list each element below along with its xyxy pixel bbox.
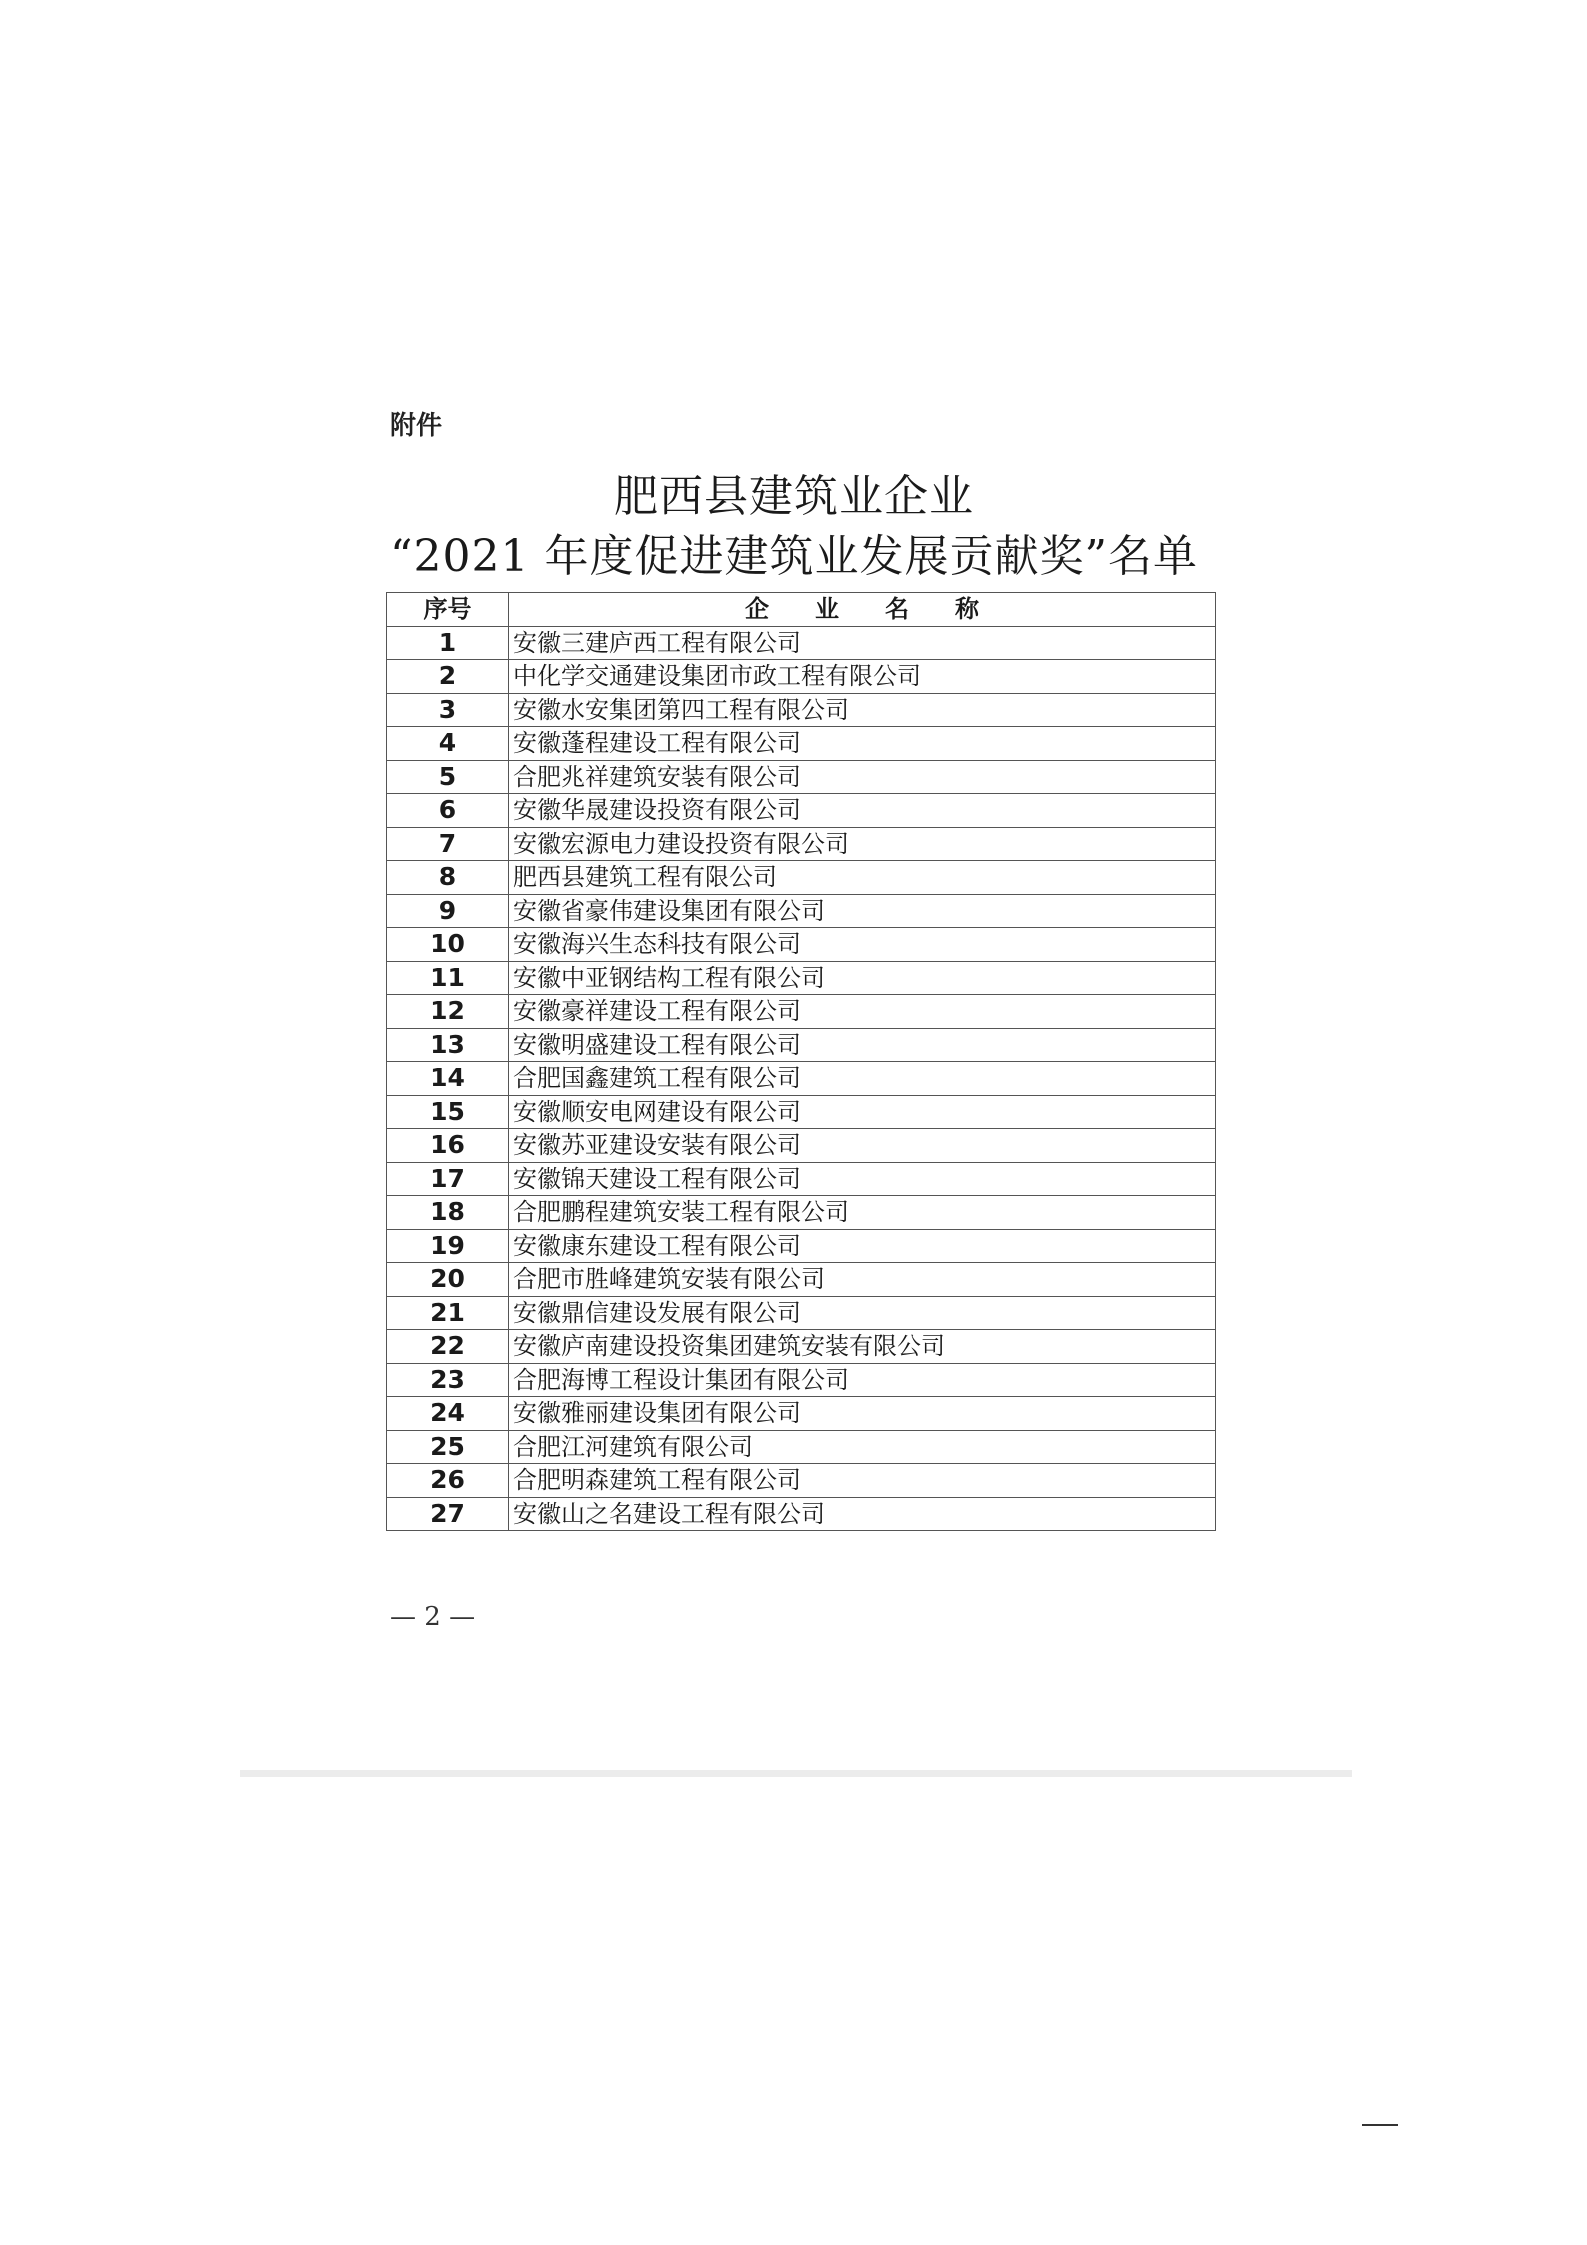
- document-title-line-1: 肥西县建筑业企业: [614, 471, 974, 522]
- table-row: [387, 626, 1216, 660]
- table-row: [387, 727, 1216, 761]
- table-row: [387, 760, 1216, 794]
- company-name: 安徽蓬程建设工程有限公司: [509, 727, 1216, 761]
- page-number: — 2 —: [390, 1602, 476, 1632]
- company-name: 合肥江河建筑有限公司: [509, 1430, 1216, 1464]
- company-name: 合肥兆祥建筑安装有限公司: [509, 760, 1216, 794]
- table-row: [387, 1129, 1216, 1163]
- table-row: [387, 1464, 1216, 1498]
- table-header-row: [387, 593, 1216, 627]
- corner-dash-mark: [1362, 2124, 1398, 2126]
- row-number: 10: [387, 928, 509, 962]
- row-number: 14: [387, 1062, 509, 1096]
- company-name: 安徽豪祥建设工程有限公司: [509, 995, 1216, 1029]
- table-row: [387, 1263, 1216, 1297]
- table-row: [387, 1062, 1216, 1096]
- row-number: 24: [387, 1397, 509, 1431]
- table-row: [387, 660, 1216, 694]
- table-row: [387, 894, 1216, 928]
- row-number: 23: [387, 1363, 509, 1397]
- company-name: 安徽宏源电力建设投资有限公司: [509, 827, 1216, 861]
- table-row: [387, 827, 1216, 861]
- company-name: 肥西县建筑工程有限公司: [509, 861, 1216, 895]
- row-number: 25: [387, 1430, 509, 1464]
- document-title-line-2: “2021 年度促进建筑业发展贡献奖”名单: [390, 531, 1198, 582]
- table-row: [387, 1229, 1216, 1263]
- table-row: [387, 1363, 1216, 1397]
- company-name: 安徽苏亚建设安装有限公司: [509, 1129, 1216, 1163]
- company-name: 安徽雅丽建设集团有限公司: [509, 1397, 1216, 1431]
- page-separator: [240, 1770, 1352, 1777]
- award-list-table: [386, 592, 1216, 1531]
- row-number: 15: [387, 1095, 509, 1129]
- company-name: 中化学交通建设集团市政工程有限公司: [509, 660, 1216, 694]
- table-row: [387, 1028, 1216, 1062]
- row-number: 27: [387, 1497, 509, 1531]
- row-number: 1: [387, 626, 509, 660]
- row-number: 20: [387, 1263, 509, 1297]
- table-row: [387, 1296, 1216, 1330]
- row-number: 6: [387, 794, 509, 828]
- row-number: 22: [387, 1330, 509, 1364]
- row-number: 2: [387, 660, 509, 694]
- row-number: 21: [387, 1296, 509, 1330]
- row-number: 18: [387, 1196, 509, 1230]
- company-name: 安徽中亚钢结构工程有限公司: [509, 961, 1216, 995]
- row-number: 5: [387, 760, 509, 794]
- row-number: 7: [387, 827, 509, 861]
- company-name: 安徽三建庐西工程有限公司: [509, 626, 1216, 660]
- company-name: 安徽明盛建设工程有限公司: [509, 1028, 1216, 1062]
- company-name: 安徽锦天建设工程有限公司: [509, 1162, 1216, 1196]
- row-number: 12: [387, 995, 509, 1029]
- company-name: 安徽山之名建设工程有限公司: [509, 1497, 1216, 1531]
- company-name: 安徽鼎信建设发展有限公司: [509, 1296, 1216, 1330]
- company-name: 安徽顺安电网建设有限公司: [509, 1095, 1216, 1129]
- row-number: 13: [387, 1028, 509, 1062]
- company-name: 合肥明森建筑工程有限公司: [509, 1464, 1216, 1498]
- table-row: [387, 995, 1216, 1029]
- company-name: 合肥国鑫建筑工程有限公司: [509, 1062, 1216, 1096]
- table-row: [387, 1162, 1216, 1196]
- table-row: [387, 1430, 1216, 1464]
- company-name: 安徽康东建设工程有限公司: [509, 1229, 1216, 1263]
- table-row: [387, 928, 1216, 962]
- company-name: 安徽庐南建设投资集团建筑安装有限公司: [509, 1330, 1216, 1364]
- table-row: [387, 961, 1216, 995]
- table-row: [387, 1397, 1216, 1431]
- table-row: [387, 1196, 1216, 1230]
- table-row: [387, 861, 1216, 895]
- row-number: 26: [387, 1464, 509, 1498]
- row-number: 3: [387, 693, 509, 727]
- row-number: 19: [387, 1229, 509, 1263]
- company-name: 合肥市胜峰建筑安装有限公司: [509, 1263, 1216, 1297]
- table-row: [387, 1095, 1216, 1129]
- company-name: 合肥海博工程设计集团有限公司: [509, 1363, 1216, 1397]
- table-row: [387, 1497, 1216, 1531]
- row-number: 16: [387, 1129, 509, 1163]
- table-row: [387, 1330, 1216, 1364]
- row-number: 17: [387, 1162, 509, 1196]
- table-row: [387, 693, 1216, 727]
- company-name: 安徽海兴生态科技有限公司: [509, 928, 1216, 962]
- company-name: 安徽华晟建设投资有限公司: [509, 794, 1216, 828]
- company-name: 安徽省豪伟建设集团有限公司: [509, 894, 1216, 928]
- header-company-name: 企业名称: [509, 593, 1216, 627]
- row-number: 4: [387, 727, 509, 761]
- row-number: 11: [387, 961, 509, 995]
- table-row: [387, 794, 1216, 828]
- company-name: 安徽水安集团第四工程有限公司: [509, 693, 1216, 727]
- header-serial-number: 序号: [387, 593, 509, 627]
- attachment-label: 附件: [390, 411, 443, 441]
- company-name: 合肥鹏程建筑安装工程有限公司: [509, 1196, 1216, 1230]
- row-number: 9: [387, 894, 509, 928]
- row-number: 8: [387, 861, 509, 895]
